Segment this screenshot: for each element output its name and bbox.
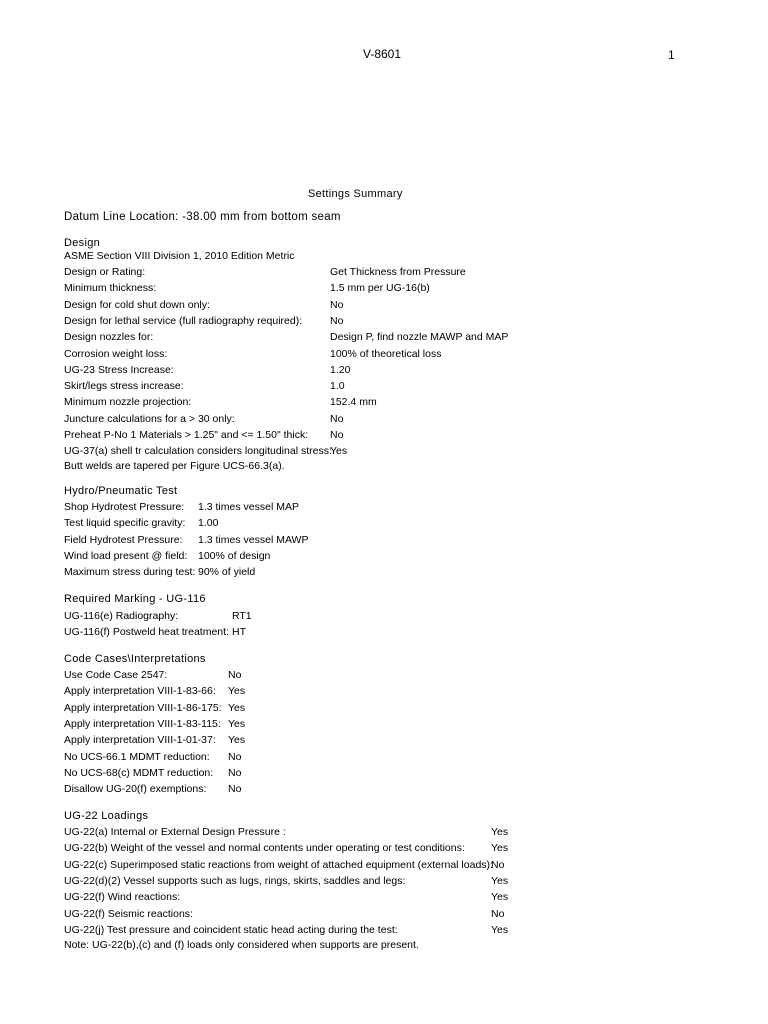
setting-label: UG-22(j) Test pressure and coincident static head acting during the test: bbox=[64, 923, 398, 936]
setting-value: Yes bbox=[491, 923, 509, 936]
design-note: Butt welds are tapered per Figure UCS-66.3(a). bbox=[64, 460, 285, 472]
setting-label: Corrosion weight loss: bbox=[64, 347, 168, 360]
setting-value: Yes bbox=[228, 717, 246, 730]
setting-value: Get Thickness from Pressure bbox=[330, 266, 466, 278]
setting-value: 1.00 bbox=[198, 517, 219, 530]
setting-label: UG-37(a) shell tr calculation considers longitudinal stress: bbox=[64, 445, 332, 458]
setting-label: UG-22(f) Seismic reactions: bbox=[64, 907, 193, 920]
setting-value: 1.20 bbox=[330, 363, 351, 376]
setting-value: 100% of theoretical loss bbox=[330, 347, 442, 360]
setting-value: Yes bbox=[330, 445, 348, 458]
page-number: 1 bbox=[668, 48, 675, 62]
setting-value: No bbox=[491, 907, 505, 920]
setting-label: Shop Hydrotest Pressure: bbox=[64, 501, 185, 513]
setting-value: No bbox=[491, 858, 505, 871]
setting-label: UG-22(d)(2) Vessel supports such as lugs, rings, skirts, saddles and legs: bbox=[64, 874, 406, 887]
setting-value: 1.0 bbox=[330, 380, 345, 393]
setting-value: No bbox=[228, 783, 242, 796]
setting-value: No bbox=[330, 429, 344, 441]
setting-label: No UCS-66.1 MDMT reduction: bbox=[64, 750, 210, 763]
hydro-section-title: Hydro/Pneumatic Test bbox=[64, 485, 178, 497]
setting-label: UG-22(c) Superimposed static reactions from weight of attached equipment (external loads): bbox=[64, 858, 493, 871]
setting-label: Maximum stress during test: bbox=[64, 566, 196, 579]
setting-value: Design P, find nozzle MAWP and MAP bbox=[330, 331, 509, 344]
setting-label: UG-23 Stress Increase: bbox=[64, 363, 174, 376]
marking-section-title: Required Marking - UG-116 bbox=[64, 593, 206, 605]
datum-line-location: Datum Line Location: -38.00 mm from bottom seam bbox=[64, 211, 341, 223]
setting-value: Yes bbox=[491, 891, 509, 904]
setting-value: 152.4 mm bbox=[330, 396, 377, 409]
ug22-section-title: UG-22 Loadings bbox=[64, 810, 149, 822]
setting-label: No UCS-68(c) MDMT reduction: bbox=[64, 766, 214, 779]
setting-value: 1.3 times vessel MAP bbox=[198, 501, 299, 513]
setting-label: Apply interpretation VIII-1-83-66: bbox=[64, 685, 216, 698]
setting-label: Apply interpretation VIII-1-83-115: bbox=[64, 717, 221, 730]
setting-value: RT1 bbox=[232, 610, 252, 622]
setting-label: Minimum thickness: bbox=[64, 282, 157, 295]
code-cases-section-title: Code Cases\Interpretations bbox=[64, 653, 206, 665]
setting-label: Use Code Case 2547: bbox=[64, 669, 168, 681]
design-code-edition: ASME Section VIII Division 1, 2010 Edition Metric bbox=[64, 250, 295, 262]
setting-label: UG-22(a) Internal or External Design Pressure : bbox=[64, 826, 286, 838]
setting-label: Apply interpretation VIII-1-01-37: bbox=[64, 734, 216, 747]
setting-label: Preheat P-No 1 Materials > 1.25" and <= 1.50" thick: bbox=[64, 429, 309, 441]
setting-label: Apply interpretation VIII-1-86-175: bbox=[64, 701, 222, 714]
design-section-title: Design bbox=[64, 237, 101, 249]
setting-value: Yes bbox=[228, 701, 246, 714]
setting-label: Field Hydrotest Pressure: bbox=[64, 533, 183, 546]
setting-value: Yes bbox=[228, 734, 246, 747]
setting-value: HT bbox=[232, 626, 246, 639]
setting-label: Minimum nozzle projection: bbox=[64, 396, 192, 409]
setting-label: Wind load present @ field: bbox=[64, 549, 188, 562]
setting-value: Yes bbox=[491, 826, 509, 838]
document-id: V-8601 bbox=[363, 47, 402, 61]
setting-label: UG-22(f) Wind reactions: bbox=[64, 891, 181, 904]
setting-label: Skirt/legs stress increase: bbox=[64, 380, 184, 393]
setting-value: No bbox=[228, 750, 242, 763]
setting-label: Disallow UG-20(f) exemptions: bbox=[64, 783, 207, 796]
setting-label: Juncture calculations for a > 30 only: bbox=[64, 412, 235, 425]
setting-value: No bbox=[330, 314, 344, 327]
setting-value: No bbox=[330, 412, 344, 425]
setting-label: UG-22(b) Weight of the vessel and normal contents under operating or test conditions: bbox=[64, 842, 465, 855]
setting-value: 1.3 times vessel MAWP bbox=[198, 533, 309, 546]
setting-value: 90% of yield bbox=[198, 566, 256, 579]
setting-label: UG-116(f) Postweld heat treatment: bbox=[64, 626, 229, 639]
setting-value: Yes bbox=[228, 685, 246, 698]
setting-label: UG-116(e) Radiography: bbox=[64, 610, 179, 622]
ug22-note: Note: UG-22(b),(c) and (f) loads only considered when supports are present. bbox=[64, 939, 419, 951]
setting-label: Design or Rating: bbox=[64, 266, 146, 278]
setting-value: Yes bbox=[491, 874, 509, 887]
setting-value: 1.5 mm per UG-16(b) bbox=[330, 282, 430, 295]
setting-value: No bbox=[228, 669, 242, 681]
setting-label: Design for cold shut down only: bbox=[64, 298, 210, 311]
setting-label: Design nozzles for: bbox=[64, 331, 154, 344]
setting-label: Test liquid specific gravity: bbox=[64, 517, 186, 530]
setting-value: Yes bbox=[491, 842, 509, 855]
setting-value: No bbox=[228, 766, 242, 779]
summary-title: Settings Summary bbox=[308, 188, 403, 200]
setting-label: Design for lethal service (full radiography required): bbox=[64, 314, 303, 327]
setting-value: No bbox=[330, 298, 344, 311]
setting-value: 100% of design bbox=[198, 549, 271, 562]
